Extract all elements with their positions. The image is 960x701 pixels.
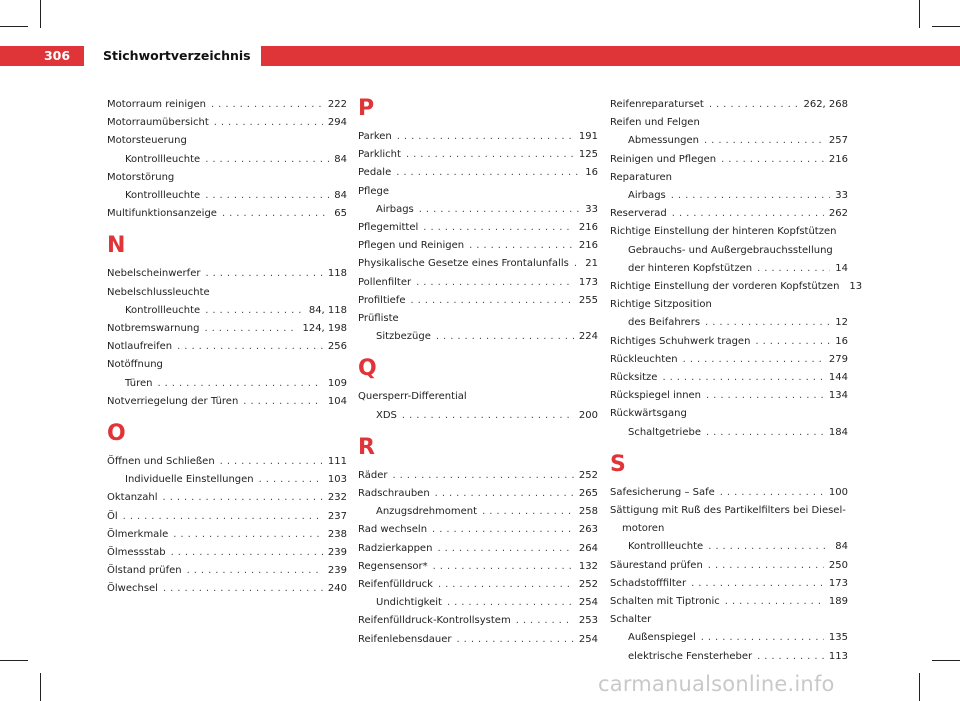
entry-label: Rückwärtsgang	[610, 408, 687, 420]
entry-label: Schalten mit Tiptronic	[610, 596, 720, 608]
entry-label: Sitzbezüge	[376, 331, 431, 343]
leader-dots	[396, 164, 580, 182]
section-letter: O	[107, 421, 126, 447]
entry-label: Airbags	[376, 203, 414, 215]
index-entry[interactable]	[610, 223, 848, 241]
watermark-text: carmanualsonline.info	[598, 672, 835, 696]
section-letter: N	[107, 233, 126, 259]
entry-page-ref: 16	[585, 167, 598, 179]
entry-page-ref: 100	[828, 486, 848, 498]
entry-label: Safesicherung – Safe	[610, 486, 715, 498]
index-entry[interactable]	[610, 278, 863, 296]
entry-label: Pflege	[358, 185, 389, 197]
leader-dots	[435, 485, 574, 503]
entry-label: Reinigen und Pflegen	[610, 153, 717, 165]
entry-label: Motorraum reinigen	[107, 99, 206, 110]
entry-label: Notverriegelung der Türen	[107, 395, 239, 407]
crop-mark	[932, 26, 960, 27]
leader-dots	[683, 351, 824, 369]
entry-label: Öl	[107, 510, 118, 522]
entry-page-ref: 216	[828, 153, 848, 165]
leader-dots	[163, 489, 323, 507]
entry-label: Notlaufreifen	[107, 341, 173, 353]
index-subentry[interactable]	[107, 375, 347, 393]
index-entry[interactable]	[610, 351, 848, 369]
entry-label: Reifenfülldruck	[358, 579, 433, 591]
entry-label: Reparaturen	[610, 171, 673, 183]
index-entry[interactable]	[107, 265, 347, 283]
leader-dots	[416, 274, 574, 292]
leader-dots	[205, 187, 329, 205]
entry-label: Schaltgetriebe	[628, 426, 701, 438]
entry-page-ref: 238	[327, 528, 347, 540]
entry-page-ref: 135	[828, 632, 848, 644]
index-subentry[interactable]	[107, 302, 347, 320]
leader-dots	[755, 333, 830, 351]
index-entry[interactable]	[610, 296, 848, 314]
entry-label: Individuelle Einstellungen	[125, 474, 254, 486]
index-entry[interactable]	[107, 393, 347, 411]
entry-page-ref: 21	[585, 258, 598, 270]
index-subentry[interactable]	[107, 151, 347, 169]
entry-page-ref: 254	[578, 633, 598, 645]
entry-page-ref: 255	[578, 294, 598, 306]
entry-label: Pflegemittel	[358, 222, 419, 234]
entry-label: Ölstand prüfen	[107, 565, 182, 577]
index-entry[interactable]	[107, 453, 347, 471]
entry-label: Rücksitze	[610, 372, 658, 384]
leader-dots	[423, 219, 574, 237]
entry-page-ref: 109	[327, 377, 347, 389]
index-entry[interactable]	[107, 356, 347, 374]
index-entry[interactable]	[610, 169, 848, 187]
entry-label: Reifen und Felgen	[610, 117, 700, 129]
index-entry[interactable]	[358, 310, 598, 328]
entry-label: Schadstofffilter	[610, 577, 687, 589]
index-entry[interactable]	[610, 405, 848, 423]
index-subentry[interactable]	[610, 538, 848, 556]
leader-dots	[721, 151, 824, 169]
entry-label: Rückspiegel innen	[610, 390, 702, 402]
index-subentry[interactable]	[358, 201, 598, 219]
index-subentry[interactable]	[358, 594, 598, 612]
entry-label: Prüfliste	[358, 313, 399, 325]
leader-dots	[706, 424, 824, 442]
leader-dots	[671, 187, 831, 205]
entry-label: Notbremswarnung	[107, 323, 200, 335]
leader-dots	[438, 576, 574, 594]
leader-dots	[574, 255, 580, 273]
entry-label: Multifunktionsanzeige	[107, 208, 217, 220]
entry-label: Rad wechseln	[358, 524, 428, 536]
entry-page-ref: 224	[578, 331, 598, 343]
entry-label: Radschrauben	[358, 488, 430, 500]
leader-dots	[433, 558, 574, 576]
leader-dots	[469, 237, 574, 255]
entry-label: Kontrollleuchte	[125, 153, 201, 165]
entry-label: Profiltiefe	[358, 294, 406, 306]
entry-page-ref: 124, 198	[302, 323, 347, 335]
index-column-1	[107, 96, 347, 599]
entry-page-ref: 173	[828, 577, 848, 589]
index-subentry[interactable]	[358, 407, 598, 425]
entry-page-ref: 258	[578, 506, 598, 518]
entry-label: Reifenfülldruck-Kontrollsystem	[358, 615, 511, 627]
entry-label: Motorraumübersicht	[107, 117, 209, 129]
index-subentry[interactable]	[610, 242, 848, 260]
entry-label: Quersperr-Differential	[358, 391, 467, 403]
entry-page-ref: 216	[578, 240, 598, 252]
index-entry[interactable]	[610, 557, 848, 575]
entry-label: Airbags	[628, 190, 666, 202]
leader-dots	[757, 648, 824, 666]
entry-label: Nebelscheinwerfer	[107, 268, 201, 280]
leader-dots	[447, 594, 574, 612]
entry-page-ref: 239	[327, 547, 347, 559]
entry-page-ref: 232	[327, 492, 347, 504]
section-letter: P	[358, 96, 375, 121]
entry-page-ref: 173	[578, 276, 598, 288]
entry-label: Pflegen und Reinigen	[358, 240, 465, 252]
entry-label: Pollenfilter	[358, 276, 412, 288]
entry-page-ref: 132	[578, 560, 598, 572]
entry-label: Oktanzahl	[107, 492, 158, 504]
entry-label: Rückleuchten	[610, 353, 678, 365]
entry-page-ref: 254	[578, 597, 598, 609]
index-entry[interactable]	[107, 114, 347, 132]
index-subentry[interactable]	[358, 328, 598, 346]
index-entry[interactable]	[358, 128, 598, 146]
leader-dots	[214, 114, 323, 132]
index-subentry[interactable]	[610, 648, 848, 666]
entry-page-ref: 12	[835, 317, 848, 329]
index-entry[interactable]	[610, 96, 848, 114]
index-column-2	[358, 96, 598, 649]
index-entry[interactable]	[358, 576, 598, 594]
index-entry[interactable]	[358, 540, 598, 558]
entry-page-ref: 264	[578, 542, 598, 554]
index-subentry[interactable]	[610, 629, 848, 647]
entry-page-ref: 253	[578, 615, 598, 627]
leader-dots	[220, 453, 323, 471]
index-subentry[interactable]	[107, 187, 347, 205]
index-entry[interactable]	[610, 575, 848, 593]
entry-label: Räder	[358, 469, 388, 481]
entry-page-ref: 252	[578, 579, 598, 591]
leader-dots	[123, 508, 323, 526]
index-subentry[interactable]	[610, 314, 848, 332]
index-subentry[interactable]	[610, 132, 848, 150]
index-entry[interactable]	[358, 292, 598, 310]
entry-label: elektrische Fensterheber	[628, 650, 753, 662]
entry-page-ref: 262, 268	[803, 99, 848, 110]
leader-dots	[482, 503, 574, 521]
entry-page-ref: 134	[828, 390, 848, 402]
entry-page-ref: 237	[327, 510, 347, 522]
entry-page-ref: 16	[835, 335, 848, 347]
entry-page-ref: 118	[327, 268, 347, 280]
page-number: 306	[30, 46, 84, 66]
entry-label: Parken	[358, 131, 392, 142]
entry-label: Notöffnung	[107, 359, 163, 371]
index-entry[interactable]	[610, 151, 848, 169]
entry-label: der hinteren Kopfstützen	[628, 262, 753, 274]
entry-page-ref: 104	[327, 395, 347, 407]
entry-page-ref: 240	[327, 583, 347, 595]
entry-label: Regensensor*	[358, 560, 428, 572]
leader-dots	[662, 369, 823, 387]
index-entry[interactable]	[610, 205, 848, 223]
entry-label: Abmessungen	[628, 135, 700, 147]
leader-dots	[709, 96, 799, 114]
entry-label: Pedale	[358, 167, 392, 179]
index-entry[interactable]	[610, 484, 848, 502]
index-entry[interactable]	[107, 96, 347, 114]
entry-page-ref: 84	[835, 541, 848, 553]
entry-label: Physikalische Gesetze eines Frontalunfalls	[358, 258, 569, 270]
index-entry[interactable]	[358, 467, 598, 485]
leader-dots	[720, 484, 824, 502]
page-title: Stichwortverzeichnis	[103, 46, 261, 66]
entry-page-ref: 189	[828, 596, 848, 608]
index-entry[interactable]	[358, 485, 598, 503]
entry-page-ref: 33	[835, 190, 848, 202]
index-entry[interactable]	[107, 526, 347, 544]
entry-label: Ölmessstab	[107, 547, 166, 559]
index-entry[interactable]	[358, 255, 598, 273]
entry-label: Richtige Einstellung der vorderen Kopfstützen	[610, 281, 840, 293]
entry-label: Türen	[125, 377, 153, 389]
section-letter: R	[358, 434, 375, 460]
index-entry[interactable]	[358, 631, 598, 649]
entry-page-ref: 262	[828, 208, 848, 220]
leader-dots	[211, 96, 323, 114]
index-entry[interactable]	[610, 369, 848, 387]
entry-page-ref: 279	[828, 353, 848, 365]
index-entry[interactable]	[107, 562, 347, 580]
entry-label: Schalter	[610, 614, 652, 626]
index-entry[interactable]	[358, 146, 598, 164]
entry-label: Anzugsdrehmoment	[376, 506, 478, 518]
index-entry[interactable]	[107, 205, 347, 223]
leader-dots	[437, 540, 573, 558]
crop-mark	[919, 673, 920, 701]
index-entry[interactable]	[358, 521, 598, 539]
leader-dots	[205, 151, 329, 169]
leader-dots	[705, 314, 830, 332]
crop-mark	[932, 660, 960, 661]
leader-dots	[259, 471, 323, 489]
entry-page-ref: 216	[578, 222, 598, 234]
entry-page-ref: 263	[578, 524, 598, 536]
entry-label: Undichtigkeit	[376, 597, 442, 609]
leader-dots	[406, 146, 574, 164]
leader-dots	[205, 302, 304, 320]
entry-label: Motorstörung	[107, 171, 175, 183]
leader-dots	[708, 557, 824, 575]
leader-dots	[177, 338, 323, 356]
entry-label: Motorsteuerung	[107, 135, 187, 147]
entry-page-ref: 84	[334, 190, 347, 202]
entry-page-ref: 265	[578, 488, 598, 500]
leader-dots	[704, 132, 824, 150]
entry-page-ref: 252	[578, 469, 598, 481]
entry-label: Ölmerkmale	[107, 528, 169, 540]
leader-dots	[432, 521, 574, 539]
leader-dots	[222, 205, 329, 223]
leader-dots	[163, 580, 323, 598]
leader-dots	[187, 562, 323, 580]
entry-page-ref: 13	[849, 281, 863, 293]
index-entry[interactable]	[107, 132, 347, 150]
leader-dots	[397, 128, 574, 146]
index-entry[interactable]	[107, 489, 347, 507]
entry-label: Sättigung mit Ruß des Partikelfilters bei Diesel-	[610, 505, 846, 517]
leader-dots	[243, 393, 323, 411]
index-entry[interactable]	[358, 274, 598, 292]
index-entry[interactable]	[358, 388, 598, 406]
entry-label: Richtige Sitzposition	[610, 299, 712, 311]
leader-dots	[392, 467, 573, 485]
index-entry[interactable]	[107, 320, 347, 338]
index-entry[interactable]	[358, 219, 598, 237]
index-subentry[interactable]	[610, 424, 848, 442]
entry-page-ref: 103	[327, 474, 347, 486]
leader-dots	[691, 575, 824, 593]
leader-dots	[205, 265, 322, 283]
index-entry[interactable]	[358, 183, 598, 201]
entry-page-ref: 257	[828, 135, 848, 147]
index-entry[interactable]	[610, 611, 848, 629]
entry-page-ref: 65	[334, 208, 347, 220]
index-entry[interactable]	[610, 520, 848, 538]
index-entry[interactable]	[358, 237, 598, 255]
entry-page-ref: 191	[578, 131, 598, 142]
index-entry[interactable]	[107, 544, 347, 562]
entry-label: des Beifahrers	[628, 317, 701, 329]
entry-label: Reserverad	[610, 208, 667, 220]
crop-mark	[0, 26, 28, 27]
leader-dots	[701, 629, 824, 647]
entry-page-ref: 184	[828, 426, 848, 438]
index-column-3	[610, 96, 863, 666]
entry-page-ref: 125	[578, 149, 598, 161]
entry-page-ref: 33	[585, 203, 598, 215]
leader-dots	[173, 526, 323, 544]
entry-page-ref: 250	[828, 559, 848, 571]
entry-label: Nebelschlussleuchte	[107, 286, 210, 298]
entry-page-ref: 84, 118	[308, 304, 347, 316]
section-letter: S	[610, 451, 626, 477]
leader-dots	[204, 320, 297, 338]
entry-label: Parklicht	[358, 149, 401, 161]
entry-page-ref: 111	[327, 456, 347, 468]
index-entry[interactable]	[107, 284, 347, 302]
leader-dots	[157, 375, 322, 393]
entry-label: Kontrollleuchte	[125, 304, 201, 316]
entry-page-ref: 294	[327, 117, 347, 129]
index-entry[interactable]	[358, 558, 598, 576]
leader-dots	[725, 593, 824, 611]
entry-label: Öffnen und Schließen	[107, 456, 215, 468]
entry-label: Kontrollleuchte	[628, 541, 704, 553]
entry-page-ref: 113	[828, 650, 848, 662]
entry-label: Richtiges Schuhwerk tragen	[610, 335, 751, 347]
entry-label: motoren	[622, 523, 665, 535]
entry-label: Außenspiegel	[628, 632, 696, 644]
entry-label: Richtige Einstellung der hinteren Kopfstützen	[610, 226, 837, 238]
index-entry[interactable]	[610, 114, 848, 132]
entry-page-ref: 256	[327, 341, 347, 353]
index-entry[interactable]	[358, 164, 598, 182]
index-entry[interactable]	[107, 508, 347, 526]
entry-page-ref: 144	[828, 372, 848, 384]
entry-label: Kontrollleuchte	[125, 190, 201, 202]
index-entry[interactable]	[358, 612, 598, 630]
leader-dots	[436, 328, 574, 346]
crop-mark	[0, 660, 28, 661]
entry-page-ref: 14	[835, 262, 848, 274]
entry-label: Radzierkappen	[358, 542, 433, 554]
leader-dots	[410, 292, 573, 310]
leader-dots	[708, 538, 830, 556]
crop-mark	[40, 673, 41, 701]
index-subentry[interactable]	[358, 503, 598, 521]
leader-dots	[457, 631, 574, 649]
entry-label: Ölwechsel	[107, 583, 158, 595]
entry-label: XDS	[376, 409, 397, 421]
index-subentry[interactable]	[610, 187, 848, 205]
entry-label: Reifenreparaturset	[610, 99, 704, 110]
index-entry[interactable]	[107, 338, 347, 356]
entry-page-ref: 200	[578, 409, 598, 421]
leader-dots	[672, 205, 824, 223]
leader-dots	[419, 201, 581, 219]
leader-dots	[706, 387, 824, 405]
entry-label: Gebrauchs- und Außergebrauchsstellung	[628, 244, 833, 256]
entry-page-ref: 239	[327, 565, 347, 577]
index-entry[interactable]	[610, 502, 848, 520]
leader-dots	[757, 260, 830, 278]
crop-mark	[40, 0, 41, 28]
section-letter: Q	[358, 356, 377, 382]
index-entry[interactable]	[610, 593, 848, 611]
index-subentry[interactable]	[107, 471, 347, 489]
index-entry[interactable]	[610, 333, 848, 351]
index-entry[interactable]	[610, 387, 848, 405]
entry-label: Säurestand prüfen	[610, 559, 703, 571]
entry-page-ref: 84	[334, 153, 347, 165]
index-entry[interactable]	[107, 580, 347, 598]
index-entry[interactable]	[107, 169, 347, 187]
index-subentry[interactable]	[610, 260, 848, 278]
leader-dots	[402, 407, 574, 425]
entry-label: Reifenlebensdauer	[358, 633, 452, 645]
entry-page-ref: 222	[327, 99, 347, 110]
leader-dots	[516, 612, 574, 630]
leader-dots	[171, 544, 323, 562]
crop-mark	[919, 0, 920, 28]
